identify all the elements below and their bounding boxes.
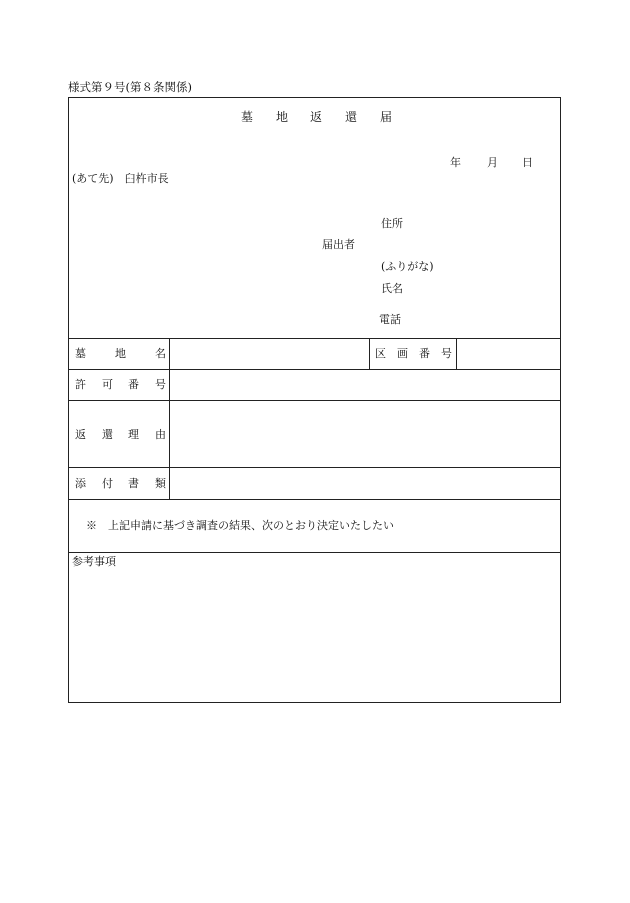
- label-char: 書: [128, 477, 139, 490]
- title-char: 届: [380, 110, 393, 124]
- date-year-label: 年: [450, 156, 461, 169]
- permit-number-field[interactable]: [171, 371, 560, 399]
- column-divider: [369, 338, 370, 369]
- address-label: 住所: [381, 217, 403, 230]
- label-char: 類: [155, 477, 166, 490]
- name-label: 氏名: [381, 282, 403, 295]
- label-char: 由: [155, 428, 166, 441]
- label-char: 理: [128, 428, 139, 441]
- title-char: 返: [310, 110, 323, 124]
- phone-label: 電話: [379, 313, 401, 326]
- label-char: 返: [75, 428, 86, 441]
- label-char: 墓: [75, 347, 86, 360]
- reference-label: 参考事項: [72, 555, 116, 568]
- label-char: 還: [102, 428, 113, 441]
- title-char: 還: [345, 110, 358, 124]
- label-char: 画: [397, 347, 408, 360]
- return-reason-field[interactable]: [171, 402, 560, 466]
- label-char: 添: [75, 477, 86, 490]
- divider: [68, 552, 561, 553]
- cemetery-name-field[interactable]: [171, 340, 368, 368]
- addressee: (あて先) 臼杵市長: [72, 172, 169, 185]
- column-divider: [169, 338, 170, 499]
- divider: [68, 338, 561, 339]
- plot-number-field[interactable]: [458, 340, 560, 368]
- label-char: 許: [75, 378, 86, 391]
- column-divider: [456, 338, 457, 369]
- label-char: 番: [419, 347, 430, 360]
- decision-note: ※ 上記申請に基づき調査の結果、次のとおり決定いたしたい: [86, 519, 394, 532]
- label-char: 号: [441, 347, 452, 360]
- date-day-label: 日: [522, 156, 533, 169]
- label-char: 番: [128, 378, 139, 391]
- divider: [68, 400, 561, 401]
- label-char: 付: [102, 477, 113, 490]
- divider: [68, 467, 561, 468]
- applicant-label: 届出者: [322, 238, 355, 251]
- date-month-label: 月: [487, 156, 498, 169]
- label-char: 名: [155, 347, 166, 360]
- reference-field[interactable]: [70, 570, 559, 701]
- label-char: 号: [155, 378, 166, 391]
- label-char: 地: [115, 347, 126, 360]
- title-char: 墓: [241, 110, 254, 124]
- title-char: 地: [276, 110, 289, 124]
- divider: [68, 369, 561, 370]
- label-char: 区: [375, 347, 386, 360]
- attachments-field[interactable]: [171, 469, 560, 498]
- label-char: 可: [102, 378, 113, 391]
- divider: [68, 499, 561, 500]
- furigana-label: (ふりがな): [381, 260, 434, 273]
- form-number: 様式第９号(第８条関係): [68, 80, 192, 94]
